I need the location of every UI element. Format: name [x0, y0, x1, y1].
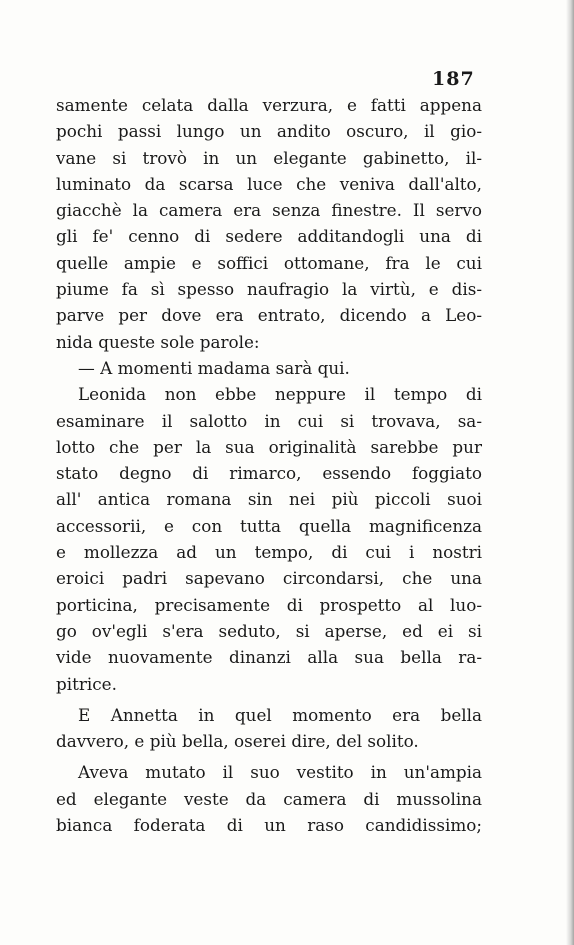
body-text [56, 92, 482, 838]
text-line: Leonida non ebbe neppure il tempo di [78, 384, 482, 405]
text-line: all' antica romana sin nei più piccoli suoi [56, 489, 482, 510]
text-line: eroici padri sapevano circondarsi, che una [56, 568, 482, 589]
text-line: esaminare il salotto in cui si trovava, sa- [56, 410, 482, 431]
text-line: — A momenti madama sarà qui. [78, 357, 350, 378]
text-line: stato degno di rimarco, essendo foggiato [56, 463, 482, 484]
page-number: 187 [432, 68, 475, 90]
text-line: ed elegante veste da camera di mussolina [56, 788, 482, 809]
text-line: quelle ampie e soffici ottomane, fra le cui [56, 252, 482, 273]
text-line: nida queste sole parole: [56, 331, 260, 352]
text-line: gli fe' cenno di sedere additandogli una di [56, 226, 482, 247]
paragraph-dialogue [56, 355, 482, 381]
text-line: giacchè la camera era senza finestre. Il servo [56, 200, 482, 221]
text-line: pochi passi lungo un andito oscuro, il gio- [56, 121, 482, 142]
paragraph-continuation [56, 92, 482, 355]
text-line: Aveva mutato il suo vestito in un'ampia [78, 762, 482, 783]
text-line: samente celata dalla verzura, e fatti appena [56, 95, 482, 115]
paragraph [56, 702, 482, 755]
text-line: parve per dove era entrato, dicendo a Leo- [56, 305, 482, 326]
text-line: davvero, e più bella, oserei dire, del solito. [56, 731, 419, 752]
paragraph [56, 759, 482, 838]
text-line: luminato da scarsa luce che veniva dall'alto, [56, 173, 482, 194]
text-line: accessorii, e con tutta quella magnificenza [56, 515, 482, 536]
paragraph [56, 381, 482, 697]
text-line: lotto che per la sua originalità sarebbe pur [56, 436, 482, 457]
text-line: piume fa sì spesso naufragio la virtù, e dis- [56, 279, 482, 300]
text-line: pitrice. [56, 673, 117, 694]
text-line: vane si trovò in un elegante gabinetto, il- [56, 147, 482, 168]
text-line: e mollezza ad un tempo, di cui i nostri [56, 542, 482, 563]
text-line: go ov'egli s'era seduto, si aperse, ed ei si [56, 620, 482, 641]
text-line: E Annetta in quel momento era bella [78, 704, 482, 725]
text-line: porticina, precisamente di prospetto al luo- [56, 594, 482, 615]
text-line: bianca foderata di un raso candidissimo; [56, 815, 482, 836]
page-edge-shadow [566, 0, 574, 945]
text-line: vide nuovamente dinanzi alla sua bella ra- [56, 647, 482, 668]
